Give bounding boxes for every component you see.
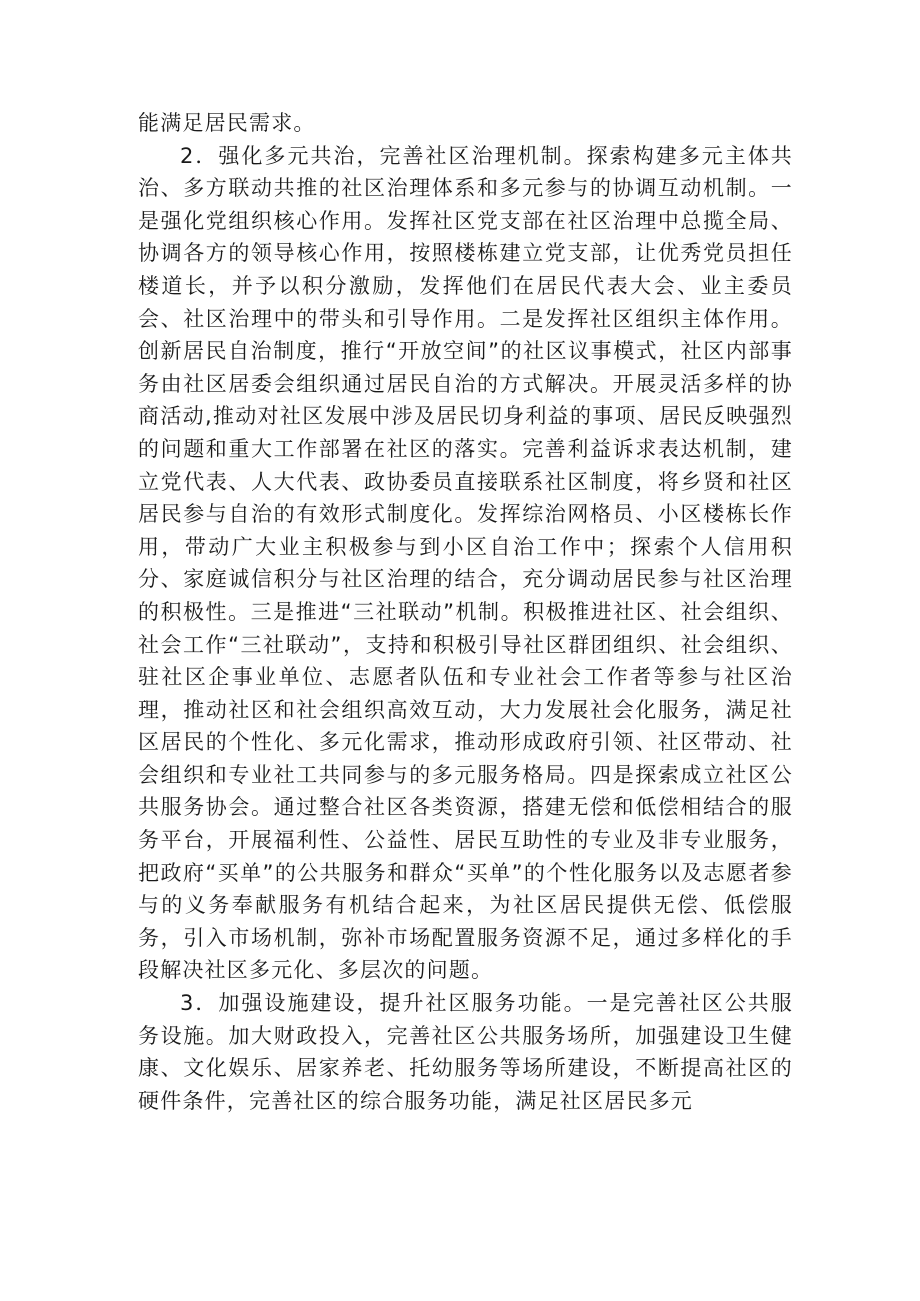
document-body bbox=[138, 107, 793, 1117]
paragraph-section-3: 3．加强设施建设，提升社区服务功能。一是完善社区公共服务设施。加大财政投入，完善社区公共服务场所，加强建设卫生健康、文化娱乐、居家养老、托幼服务等场所建设，不断提高社区的硬件条件，完善社区的综合服务功能，满足社区居民多元 bbox=[138, 991, 793, 1113]
paragraph-continuation: 能满足居民需求。 bbox=[138, 111, 316, 135]
paragraph-section-2: 2．强化多元共治，完善社区治理机制。探索构建多元主体共治、多方联动共推的社区治理体系和多元参与的协调互动机制。一是强化党组织核心作用。发挥社区党支部在社区治理中总揽全局、协调各方的领导核心作用，按照楼栋建立党支部，让优秀党员担任楼道长，并予以积分激励，发挥他们在居民代表大会、业主委员会、社区治理中的带头和引导作用。二是发挥社区组织主体作用。创新居民自治制度，推行“开放空间”的社区议事模式，社区内部事务由社区居委会组织通过居民自治的方式解决。开展灵活多样的协商活动,推动对社区发展中涉及居民切身利益的事项、居民反映强烈的问题和重大工作部署在社区的落实。完善利益诉求表达机制，建立党代表、人大代表、政协委员直接联系社区制度，将乡贤和社区居民参与自治的有效形式制度化。发挥综治网格员、小区楼栋长作用，带动广大业主积极参与到小区自治工作中；探索个人信用积分、家庭诚信积分与社区治理的结合，充分调动居民参与社区治理的积极性。三是推进“三社联动”机制。积极推进社区、社会组织、社会工作“三社联动”，支持和积极引导社区群团组织、社会组织、驻社区企事业单位、志愿者队伍和专业社会工作者等参与社区治理，推动社区和社会组织高效互动，大力发展社会化服务，满足社区居民的个性化、多元化需求，推动形成政府引领、社区带动、社会组织和专业社工共同参与的多元服务格局。四是探索成立社区公共服务协会。通过整合社区各类资源，搭建无偿和低偿相结合的服务平台，开展福利性、公益性、居民互助性的专业及非专业服务，把政府“买单”的公共服务和群众“买单”的个性化服务以及志愿者参与的义务奉献服务有机结合起来，为社区居民提供无偿、低偿服务，引入市场机制，弥补市场配置服务资源不足，通过多样化的手段解决社区多元化、多层次的问题。 bbox=[138, 143, 793, 983]
